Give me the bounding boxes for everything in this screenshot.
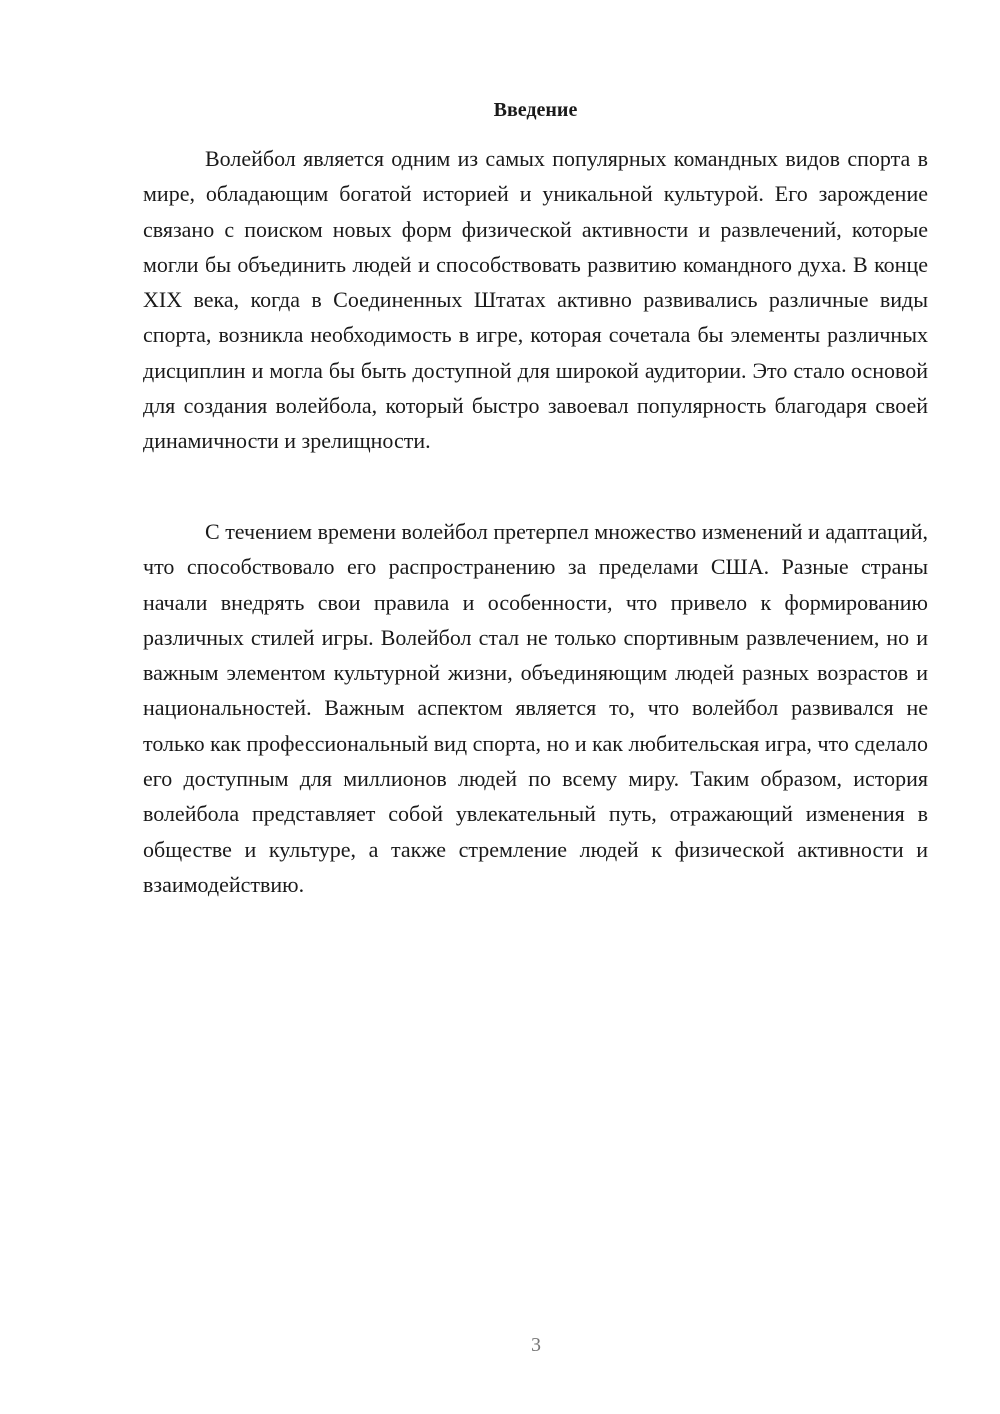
paragraph-1-block [143, 141, 928, 459]
page-number: 3 [531, 1334, 541, 1356]
section-heading: Введение [493, 99, 578, 121]
paragraph-2-block [143, 514, 928, 902]
paragraph-2: С течением времени волейбол претерпел множество изменений и адаптаций, что способствовало его распространению за пределами США. Разные страны начали внедрять свои правила и особенности, что привело к формированию различных стилей игры. Волейбол стал не только спортивным развлечением, но и важным элементом культурной жизни, объединяющим людей разных возрастов и национальностей. Важным аспектом является то, что волейбол развивался не только как профессиональный вид спорта, но и как любительская игра, что сделало его доступным для миллионов людей по всему миру. Таким образом, история волейбола представляет собой увлекательный путь, отражающий изменения в обществе и культуре, а также стремление людей к физической активности и взаимодействию. [143, 519, 928, 897]
paragraph-1: Волейбол является одним из самых популярных командных видов спорта в мире, обладающим богатой историей и уникальной культурой. Его зарождение связано с поиском новых форм физической активности и развлечений, которые могли бы объединить людей и способствовать развитию командного духа. В конце XIX века, когда в Соединенных Штатах активно развивались различные виды спорта, возникла необходимость в игре, которая сочетала бы элементы различных дисциплин и могла бы быть доступной для широкой аудитории. Это стало основой для создания волейбола, который быстро завоевал популярность благодаря своей динамичности и зрелищности. [143, 146, 928, 454]
